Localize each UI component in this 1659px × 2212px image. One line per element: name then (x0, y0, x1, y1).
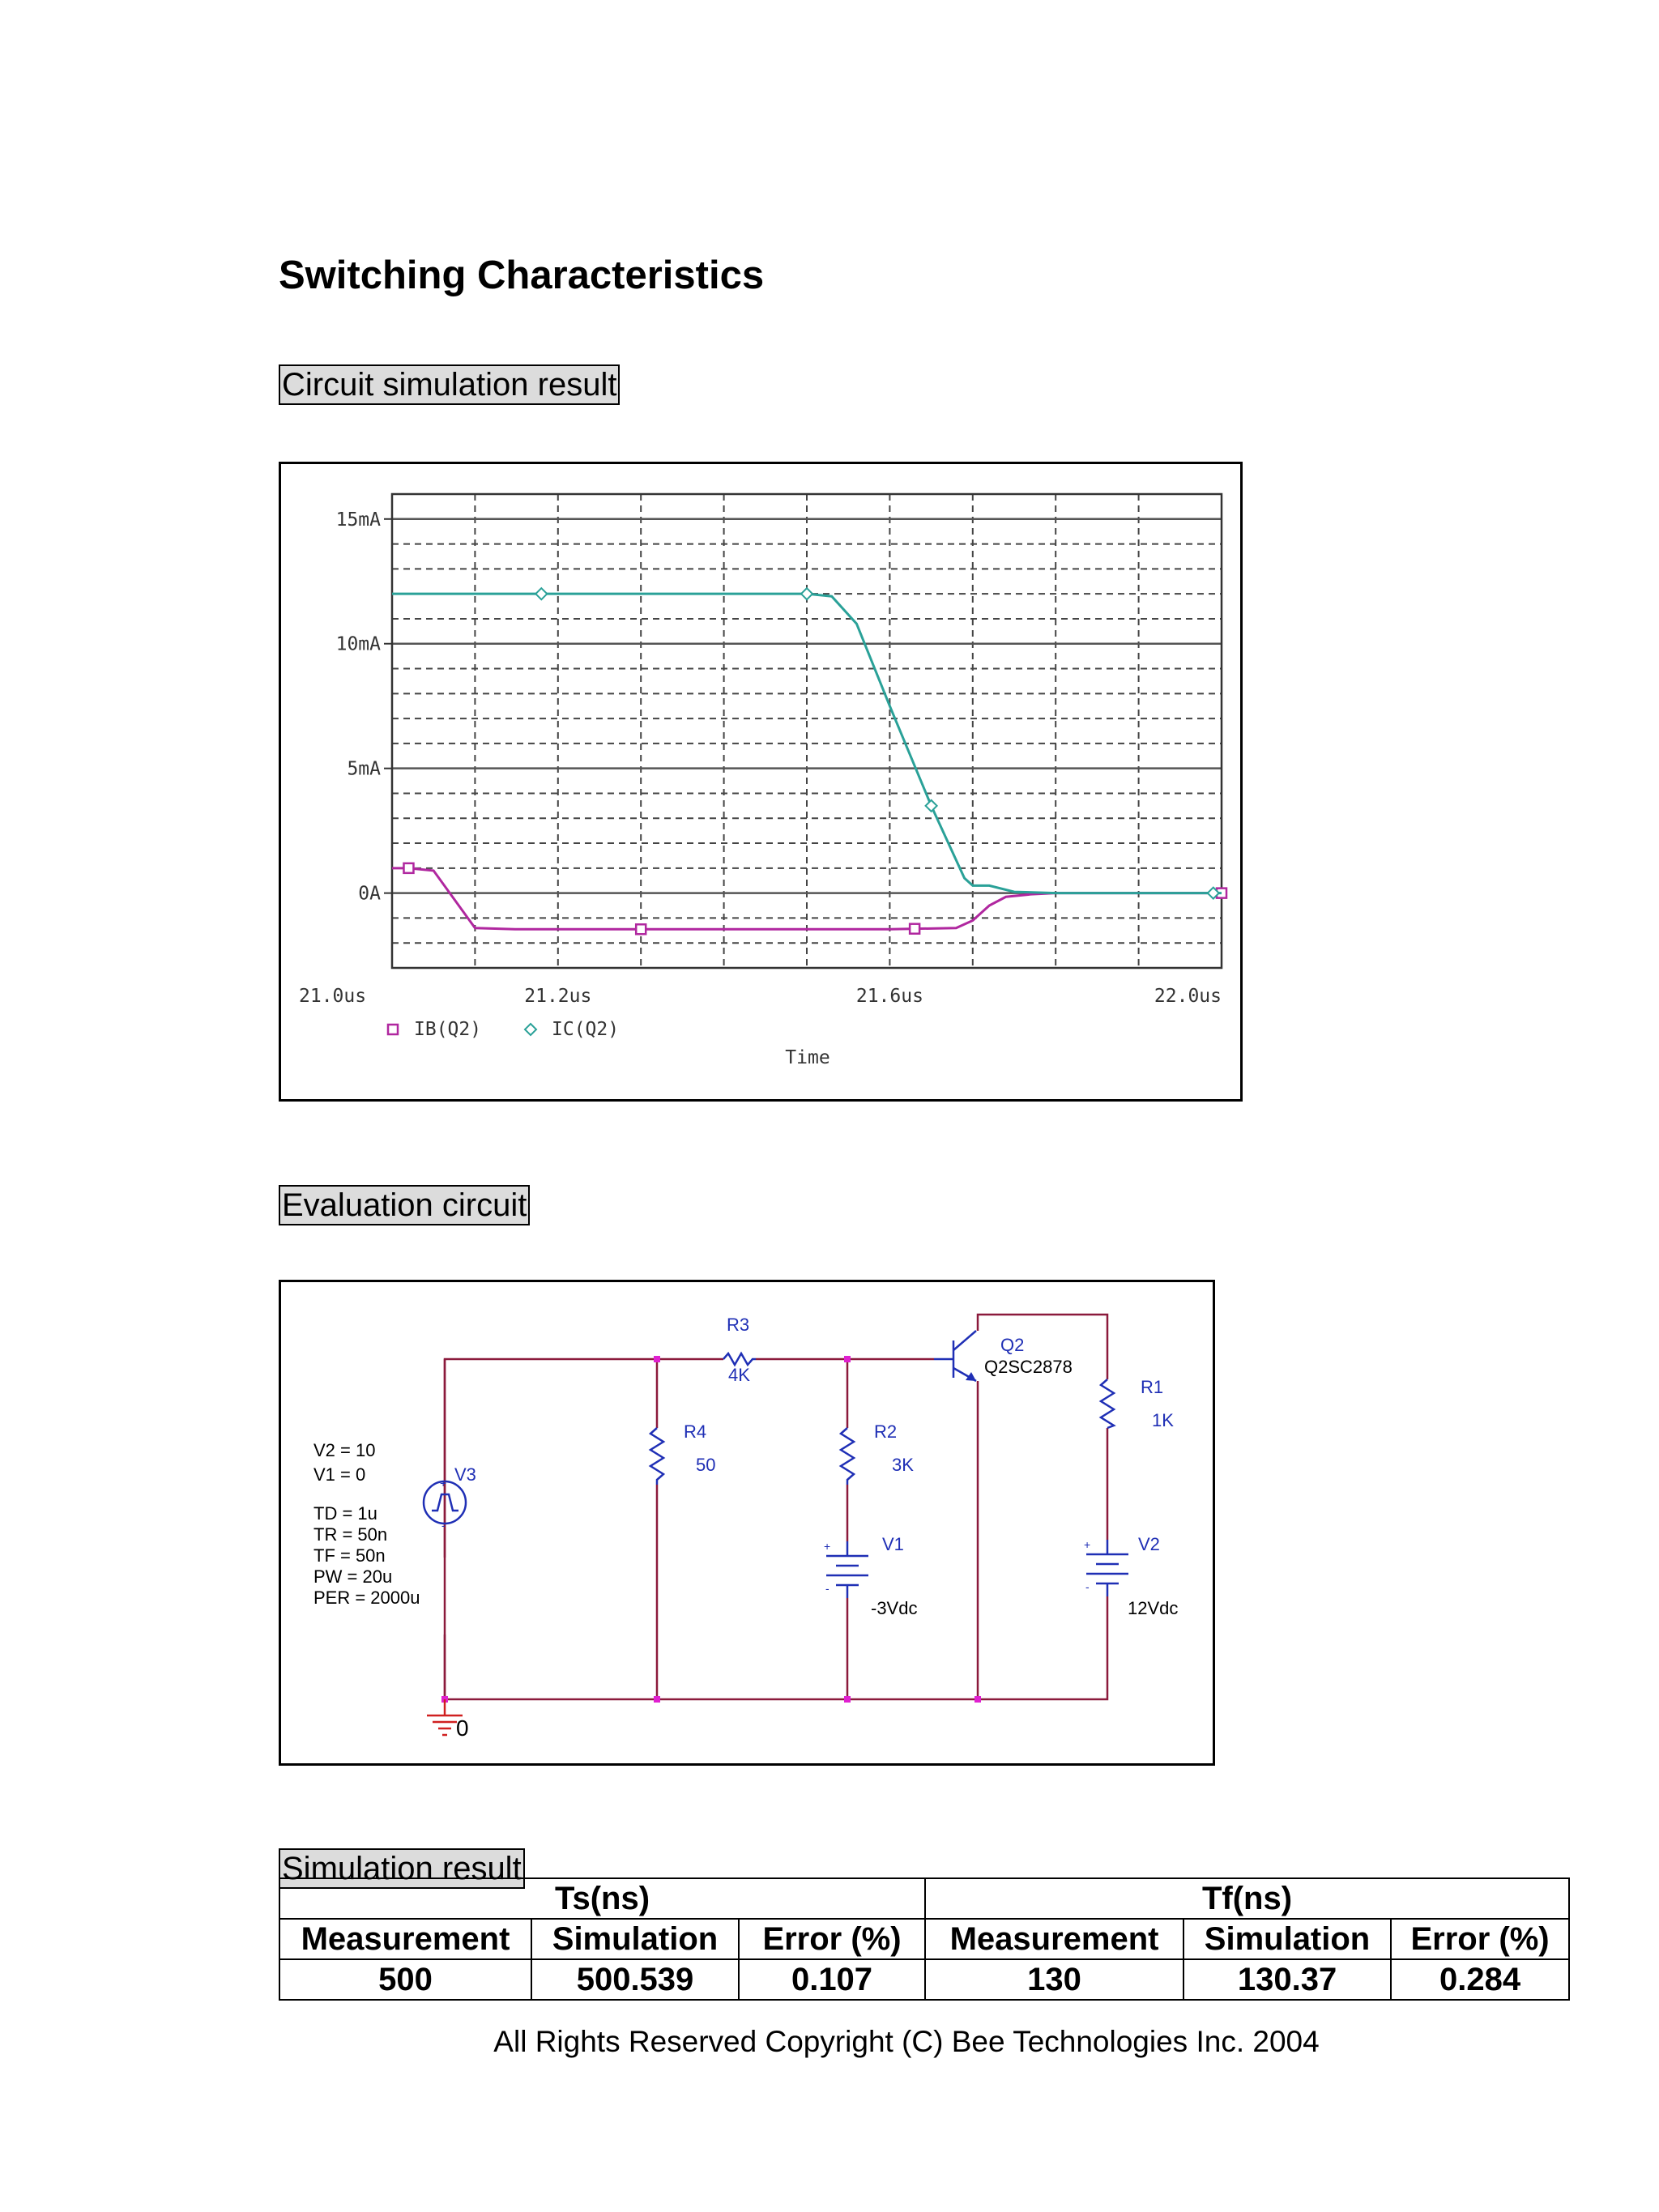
r2-name-label: R2 (874, 1421, 898, 1442)
r3-name-label: R3 (727, 1315, 750, 1335)
series-marker-diamond (535, 588, 547, 599)
y-tick-label: 15mA (335, 509, 381, 531)
q2-name-label: Q2 (1000, 1335, 1025, 1355)
page-title: Switching Characteristics (279, 254, 765, 297)
transistor-q2-symbol (934, 1331, 976, 1381)
column-header: Simulation (1183, 1919, 1391, 1959)
evaluation-circuit-frame (279, 1280, 1215, 1766)
section-label-evaluation-circuit: Evaluation circuit (279, 1185, 530, 1225)
column-header: Simulation (531, 1919, 739, 1959)
y-tick-label: 0A (358, 883, 381, 905)
legend-label: IB(Q2) (414, 1019, 482, 1040)
chart-series (392, 588, 1226, 934)
resistor-r3-symbol (723, 1353, 756, 1365)
table-cell: 0.107 (739, 1959, 925, 2000)
table-row (279, 1959, 1569, 2000)
y-tick-label: 5mA (347, 758, 381, 780)
v3-param: TR = 50n (313, 1524, 388, 1545)
v2-value-label: 12Vdc (1128, 1598, 1179, 1618)
r3-value-label: 4K (728, 1365, 750, 1385)
v1-value-label: -3Vdc (871, 1598, 918, 1618)
v3-param: V1 = 0 (313, 1464, 366, 1485)
svg-text:+: + (440, 1477, 447, 1490)
table-cell: 130.37 (1183, 1959, 1391, 2000)
series-marker-square (910, 924, 919, 934)
q2-model-label: Q2SC2878 (984, 1357, 1073, 1377)
v3-param: TD = 1u (313, 1503, 377, 1524)
svg-text:-: - (441, 1519, 446, 1532)
battery-v2-symbol (1086, 1540, 1128, 1596)
svg-text:+: + (1084, 1538, 1091, 1551)
table-cell: 130 (925, 1959, 1183, 2000)
legend-marker-square (388, 1025, 398, 1034)
column-header: Measurement (279, 1919, 531, 1959)
v3-param: PW = 20u (313, 1566, 393, 1587)
v3-param: TF = 50n (313, 1545, 386, 1566)
legend-label: IC(Q2) (552, 1019, 620, 1040)
y-tick-label: 10mA (335, 633, 381, 655)
table-group-row (279, 1878, 1569, 1919)
r1-name-label: R1 (1141, 1377, 1164, 1397)
section-label-circuit-simulation: Circuit simulation result (279, 364, 620, 405)
x-tick-label: 22.0us (1154, 986, 1222, 1007)
simulation-waveform-frame (279, 462, 1243, 1102)
schematic-nodes (441, 1356, 981, 1703)
r4-value-label: 50 (696, 1455, 716, 1475)
v3-param: V2 = 10 (313, 1440, 376, 1460)
svg-text:-: - (1085, 1580, 1090, 1593)
column-header: Error (%) (1391, 1919, 1569, 1959)
v1-name-label: V1 (882, 1534, 904, 1554)
schematic (281, 1282, 1213, 1763)
v3-param: PER = 2000u (313, 1588, 420, 1608)
battery-v1-symbol (826, 1541, 868, 1598)
chart-legend (388, 1019, 619, 1040)
v3-name-label: V3 (454, 1464, 476, 1485)
legend-marker-diamond (525, 1024, 536, 1035)
svg-text:-: - (825, 1582, 830, 1595)
chart-grid (392, 494, 1222, 968)
series-marker-square (636, 924, 646, 934)
v2-name-label: V2 (1138, 1534, 1160, 1554)
resistor-r2-symbol (841, 1428, 854, 1485)
svg-text:+: + (824, 1540, 831, 1553)
group-header-ts: Ts(ns) (279, 1878, 925, 1919)
resistor-r1-symbol (1101, 1379, 1114, 1428)
table-cell: 500.539 (531, 1959, 739, 2000)
group-header-tf: Tf(ns) (925, 1878, 1569, 1919)
copyright-footer: All Rights Reserved Copyright (C) Bee Technologies Inc. 2004 (493, 2025, 1320, 2058)
r1-value-label: 1K (1152, 1410, 1174, 1430)
resistor-r4-symbol (650, 1428, 663, 1485)
x-tick-label: 21.0us (299, 986, 367, 1007)
column-header: Measurement (925, 1919, 1183, 1959)
ground-node-label: 0 (456, 1715, 469, 1741)
table-header-row (279, 1919, 1569, 1959)
chart-axes (299, 494, 1222, 1068)
table-cell: 500 (279, 1959, 531, 2000)
x-tick-label: 21.6us (855, 986, 923, 1007)
r2-value-label: 3K (892, 1455, 914, 1475)
series-marker-square (403, 863, 413, 873)
r4-name-label: R4 (684, 1421, 707, 1442)
column-header: Error (%) (739, 1919, 925, 1959)
results-table (279, 1877, 1570, 2001)
polarity-marks (440, 1477, 1090, 1595)
series-marker-diamond (926, 800, 937, 812)
v3-parameters (313, 1440, 420, 1608)
x-axis-label: Time (785, 1047, 830, 1068)
series-marker-diamond (801, 588, 812, 599)
x-tick-label: 21.2us (524, 986, 592, 1007)
section-label-simulation-result: Simulation result (279, 1848, 525, 1889)
waveform-chart (281, 464, 1240, 1099)
table-cell: 0.284 (1391, 1959, 1569, 2000)
